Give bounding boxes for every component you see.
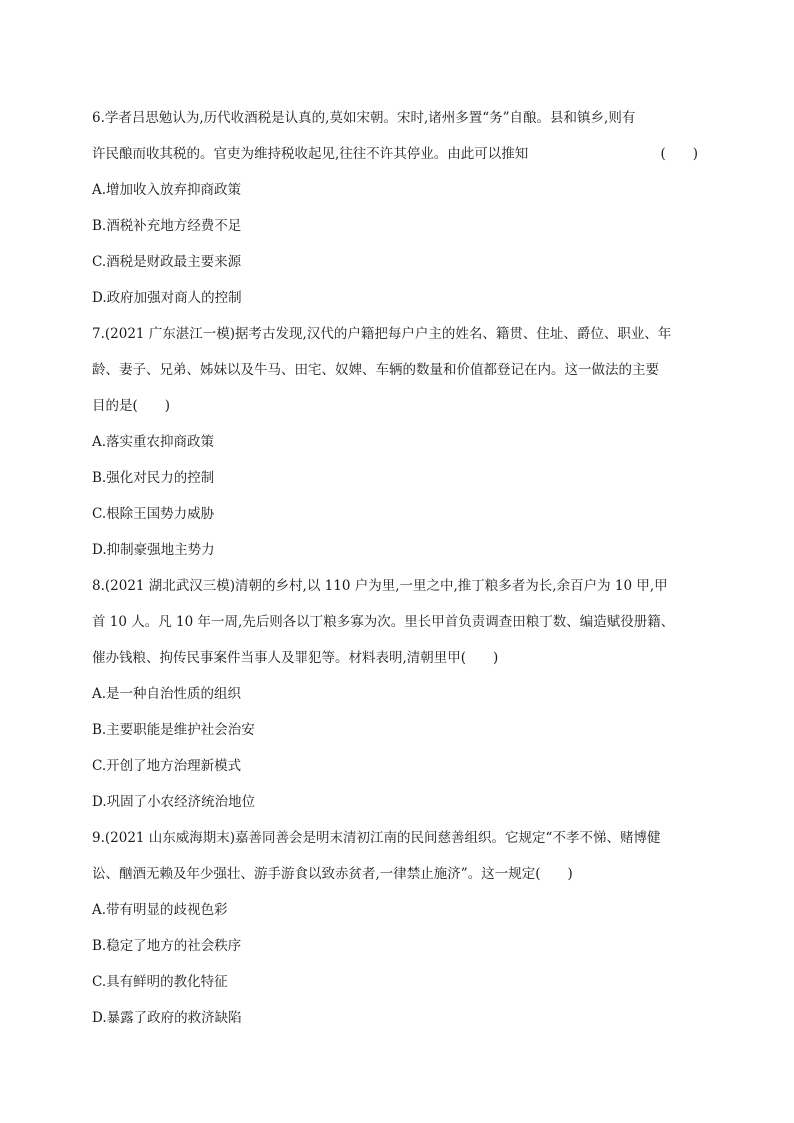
question-stem-line (92, 136, 702, 172)
option-d: D.政府加强对商人的控制 (92, 290, 242, 306)
option-a: A.落实重农抑商政策 (92, 434, 215, 450)
answer-parenthesis: ( ) (660, 146, 698, 162)
option-c: C.根除王国势力威胁 (92, 506, 215, 522)
option-a: A.增加收入放弃抑商政策 (92, 182, 242, 198)
question-8 (92, 568, 702, 820)
question-stem-line: 催办钱粮、拘传民事案件当事人及罪犯等。材料表明,清朝里甲( ) (92, 650, 499, 666)
option-d: D.暴露了政府的救济缺陷 (92, 1010, 242, 1026)
option-c: C.开创了地方治理新模式 (92, 758, 242, 774)
option-d: D.抑制豪强地主势力 (92, 542, 215, 558)
question-stem-line: 讼、酗酒无赖及年少强壮、游手游食以致赤贫者,一律禁止施济”。这一规定( ) (92, 866, 573, 882)
option-a: A.带有明显的歧视色彩 (92, 902, 228, 918)
option-b: B.酒税补充地方经费不足 (92, 218, 242, 234)
question-7 (92, 316, 702, 568)
question-stem-line: 目的是( ) (92, 398, 171, 414)
option-c: C.具有鲜明的教化特征 (92, 974, 228, 990)
question-9 (92, 820, 702, 1036)
option-d: D.巩固了小农经济统治地位 (92, 794, 256, 810)
option-b: B.强化对民力的控制 (92, 470, 215, 486)
option-b: B.稳定了地方的社会秩序 (92, 938, 242, 954)
question-stem-line: 龄、妻子、兄弟、姊妹以及牛马、田宅、奴婢、车辆的数量和价值都登记在内。这一做法的主要 (92, 362, 659, 378)
question-page (92, 100, 702, 1036)
question-stem-line: 9.(2021 山东威海期末)嘉善同善会是明末清初江南的民间慈善组织。它规定“不孝不悌、赌博健 (92, 830, 661, 846)
question-stem-text: 许民酿而收其税的。官吏为维持税收起见,往往不许其停业。由此可以推知 (92, 146, 529, 162)
question-stem-line: 8.(2021 湖北武汉三模)清朝的乡村,以 110 户为里,一里之中,推丁粮多者为长,余百户为 10 甲,甲 (92, 578, 668, 594)
option-c: C.酒税是财政最主要来源 (92, 254, 242, 270)
question-stem-line: 6.学者吕思勉认为,历代收酒税是认真的,莫如宋朝。宋时,诸州多置“务”自酿。县和镇乡,则有 (92, 110, 636, 126)
option-a: A.是一种自治性质的组织 (92, 686, 242, 702)
question-stem-line: 7.(2021 广东湛江一模)据考古发现,汉代的户籍把每户户主的姓名、籍贯、住址、爵位、职业、年 (92, 326, 672, 342)
question-stem-line: 首 10 人。凡 10 年一周,先后则各以丁粮多寡为次。里长甲首负责调查田粮丁数、编造赋役册籍、 (92, 614, 675, 630)
option-b: B.主要职能是维护社会治安 (92, 722, 255, 738)
question-6 (92, 100, 702, 316)
